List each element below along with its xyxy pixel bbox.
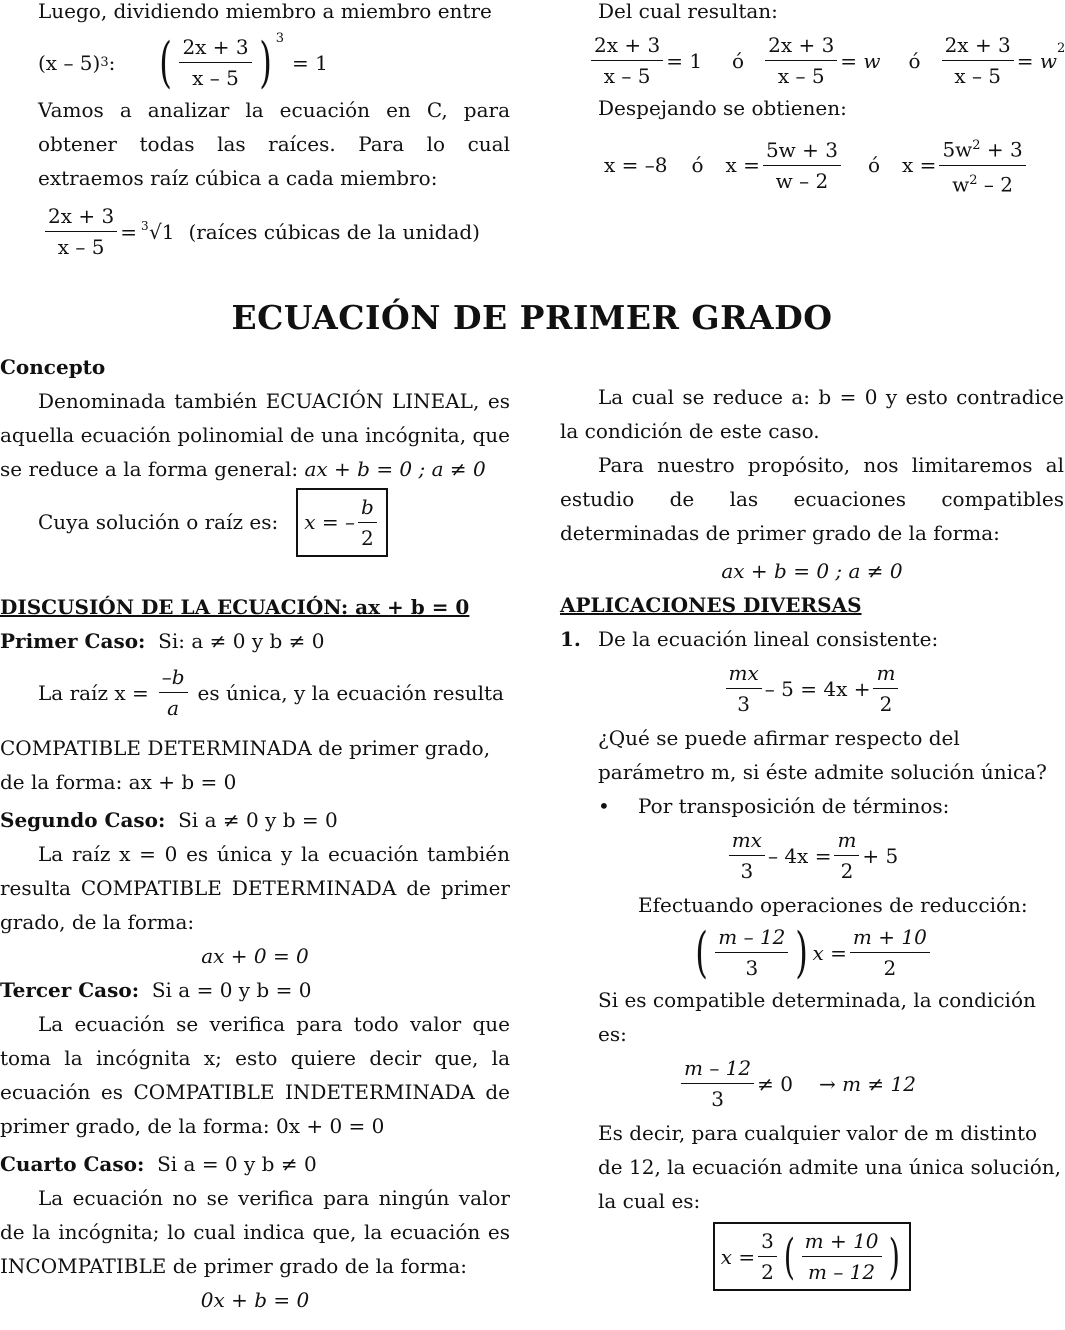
- item-1: 1. De la ecuación lineal consistente:: [560, 627, 939, 651]
- equation-1: $\frac{mx}{3}$ – 5 = 4x + $\frac{m}{2}$: [560, 658, 1064, 719]
- case1-line: Primer Caso: Si: a ≠ 0 y b ≠ 0: [0, 629, 325, 653]
- equation-root: [0, 201, 510, 262]
- solution-formula: Cuya solución o raíz es: x = – $\frac{b}{2}$: [0, 492, 510, 552]
- concepto-heading: Concepto: [0, 355, 106, 379]
- equation-cube: [0, 32, 510, 93]
- bullet-line: • Por transposición de términos:: [598, 794, 950, 818]
- eq-prefix: (x – 5): [38, 50, 101, 75]
- top-left-block: [0, 0, 510, 262]
- despejando-line: Despejando se obtienen:: [598, 96, 847, 120]
- left-column: [0, 350, 510, 1317]
- eq-rhs: = 1: [292, 50, 328, 75]
- equals: =: [120, 219, 137, 244]
- case3-paragraph: La ecuación se verifica para todo valor que toma la incógnita x; esto quiere decir que, la ecuación es COMPATIBLE INDETERMINADA de primer grado, de la forma: 0x + 0 = 0: [0, 1012, 510, 1138]
- three-results: $\frac{2x + 3}{x - 5}$ = 1 ó $\frac{2x + 3}{x - 5}$ = w ó $\frac{2x + 3}{x - 5}$ = w $^2$: [560, 30, 1064, 91]
- case1-root: La raíz x = $\frac{-b}{a}$ es única, y la ecuación resulta: [0, 662, 510, 723]
- question: ¿Qué se puede afirmar respecto del parámetro m, si éste admite solución única?: [598, 726, 1047, 784]
- paren-group: ( $\frac{2x + 3}{x - 5}$ ): [159, 30, 272, 94]
- solutions: x = –8 ó x = $\frac{5w + 3}{w - 2}$ ó x = $\frac{5w^2 + 3}{w^2 - 2}$: [560, 131, 1064, 199]
- reduce-paragraph: La cual se reduce a: b = 0 y esto contradice la condición de este caso.: [560, 385, 1064, 443]
- eq-exp: 3: [275, 30, 284, 46]
- section-title: ECUACIÓN DE PRIMER GRADO: [231, 298, 833, 337]
- equation-4: $\frac{m - 12}{3}$ ≠ 0 → m ≠ 12: [560, 1053, 1064, 1114]
- concepto-paragraph: Denominada también ECUACIÓN LINEAL, es aquella ecuación polinomial de una incógnita, que se reduce a la forma general: ax + b = 0 ; a ≠ 0: [0, 389, 510, 481]
- top-right-block: [560, 0, 1064, 199]
- eq-colon: :: [108, 50, 116, 75]
- case4-paragraph: La ecuación no se verifica para ningún valor de la incógnita; lo cual indica que, la ecuación es INCOMPATIBLE de primer grado de la forma:: [0, 1186, 510, 1278]
- case2-form: ax + 0 = 0: [201, 944, 309, 968]
- boxed-solution: x = – $\frac{b}{2}$: [296, 488, 388, 557]
- right-column: [560, 380, 1064, 1291]
- case2-line: Segundo Caso: Si a ≠ 0 y b = 0: [0, 808, 338, 832]
- fraction: $\frac{2x + 3}{x - 5}$: [45, 201, 117, 262]
- equation-3: ( $\frac{m - 12}{3}$ ) x = $\frac{m + 10}{2}$: [560, 922, 1064, 983]
- conclusion: Es decir, para cualquier valor de m distinto de 12, la ecuación admite una única solución, la cual es:: [598, 1121, 1062, 1213]
- applications-heading: APLICACIONES DIVERSAS: [560, 593, 862, 617]
- purpose-paragraph: Para nuestro propósito, nos limitaremos al estudio de las ecuaciones compatibles determinadas de primer grado de la forma:: [560, 453, 1064, 545]
- case3-line: Tercer Caso: Si a = 0 y b = 0: [0, 978, 312, 1002]
- eq-prefix-exp: 3: [100, 54, 109, 70]
- intro-line: Luego, dividiendo miembro a miembro entre: [38, 0, 492, 23]
- efectuando-line: Efectuando operaciones de reducción:: [638, 893, 1028, 917]
- boxed-final: x = $\frac{3}{2}$ ( $\frac{m + 10}{m - 12}$ ): [713, 1222, 912, 1291]
- discussion-heading: DISCUSIÓN DE LA ECUACIÓN: ax + b = 0: [0, 595, 470, 619]
- resultan-line: Del cual resultan:: [598, 0, 778, 23]
- case1-paragraph: COMPATIBLE DETERMINADA de primer grado, de la forma: ax + b = 0: [0, 736, 491, 794]
- cube-root: 3 √1: [140, 218, 175, 244]
- final-solution: [560, 1222, 1064, 1291]
- equation-2: $\frac{mx}{3}$ – 4x = $\frac{m}{2}$ + 5: [560, 825, 1064, 886]
- general-form: ax + b = 0 ; a ≠ 0: [721, 559, 903, 583]
- case2-paragraph: La raíz x = 0 es única y la ecuación también resulta COMPATIBLE DETERMINADA de primer grado, de la forma:: [0, 842, 510, 934]
- case4-form: 0x + b = 0: [200, 1288, 310, 1312]
- fraction: $\frac{2x + 3}{x - 5}$: [179, 32, 251, 93]
- condition-line: Si es compatible determinada, la condición es:: [598, 988, 1036, 1046]
- paragraph-analysis: Vamos a analizar la ecuación en C, para obtener todas las raíces. Para lo cual extraemos raíz cúbica a cada miembro:: [38, 98, 510, 190]
- case4-line: Cuarto Caso: Si a = 0 y b ≠ 0: [0, 1152, 317, 1176]
- root-note: (raíces cúbicas de la unidad): [188, 219, 480, 244]
